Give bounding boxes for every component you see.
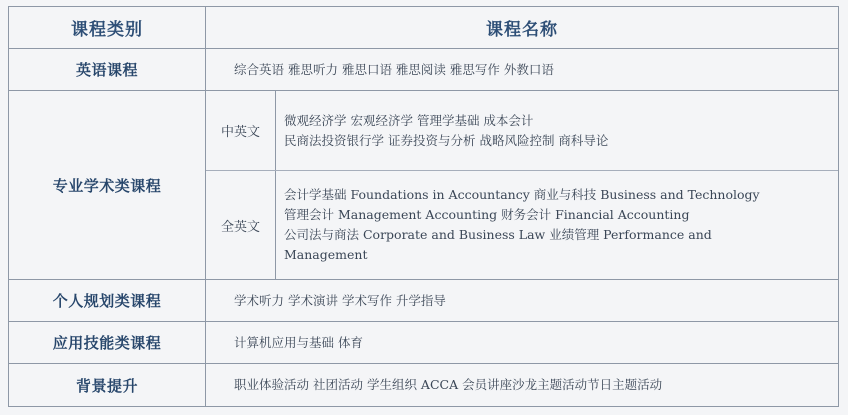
course-line: 民商法投资银行学 证券投资与分析 战略风险控制 商科导论	[284, 132, 609, 148]
category-background: 背景提升	[75, 376, 138, 395]
courses-planning: 学术听力 学术演讲 学术写作 升学指导	[234, 292, 446, 308]
header-category: 课程类别	[71, 20, 143, 40]
courses-background: 职业体验活动 社团活动 学生组织 ACCA 会员讲座沙龙主题活动节日主题活动	[234, 377, 663, 392]
sublabel-english-only: 全英文	[220, 219, 260, 235]
courses-bilingual	[284, 91, 834, 170]
courses-english-only	[284, 171, 834, 279]
category-skills: 应用技能类课程	[52, 334, 162, 352]
course-line: 会计学基础 Foundations in Accountancy 商业与科技 Business and Technology	[284, 187, 760, 202]
course-line: 管理会计 Management Accounting 财务会计 Financial Accounting	[284, 207, 690, 222]
category-planning: 个人规划类课程	[52, 292, 162, 310]
course-line: Management	[284, 247, 368, 262]
header-course-name: 课程名称	[486, 20, 558, 40]
course-line: 微观经济学 宏观经济学 管理学基础 成本会计	[284, 112, 534, 128]
course-table	[8, 6, 839, 407]
subcolumn-divider	[275, 90, 276, 279]
courses-skills: 计算机应用与基础 体育	[234, 334, 363, 350]
courses-english: 综合英语 雅思听力 雅思口语 雅思阅读 雅思写作 外教口语	[234, 61, 554, 77]
category-english: 英语课程	[75, 61, 138, 79]
course-line: 公司法与商法 Corporate and Business Law 业绩管理 Performance and	[284, 227, 712, 242]
sublabel-bilingual: 中英文	[220, 125, 260, 140]
category-professional: 专业学术类课程	[52, 176, 162, 195]
